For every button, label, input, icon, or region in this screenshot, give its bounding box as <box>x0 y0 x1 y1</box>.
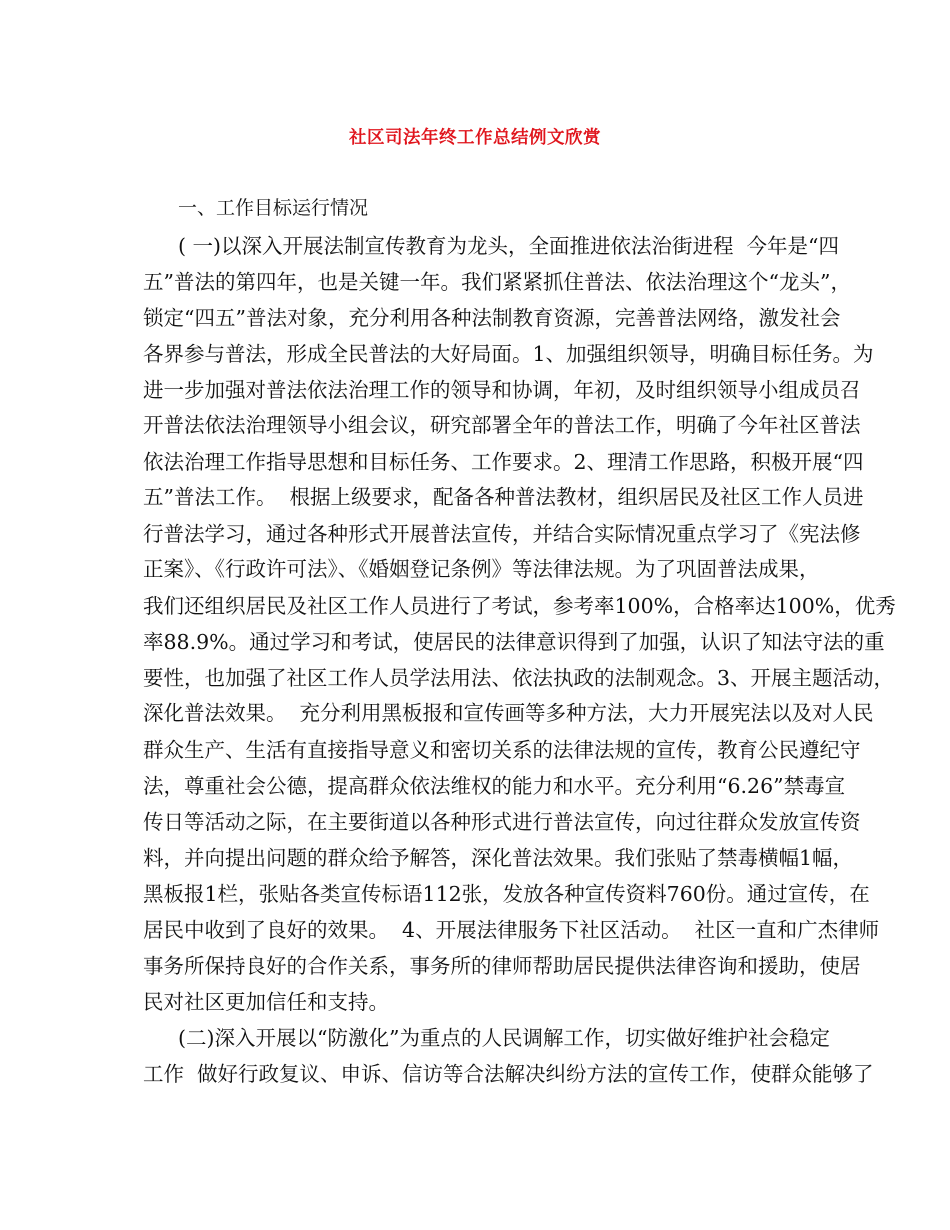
paragraph-line: 我们还组织居民及社区工作人员进行了考试，参考率100%，合格率达100%，优秀 <box>143 594 896 618</box>
paragraph-line: 率88.9%。通过学习和考试，使居民的法律意识得到了加强，认识了知法守法的重 <box>143 630 885 654</box>
paragraph-line: 居民中收到了良好的效果。 4、开展法律服务下社区活动。 社区一直和广杰律师 <box>143 918 880 942</box>
paragraph-line: 深化普法效果。 充分利用黑板报和宣传画等多种方法，大力开展宪法以及对人民 <box>143 701 874 725</box>
paragraph-line: 群众生产、生活有直接指导意义和密切关系的法律法规的宣传，教育公民遵纪守 <box>143 738 861 762</box>
paragraph-line: 要性，也加强了社区工作人员学法用法、依法执政的法制观念。3、开展主题活动， <box>143 666 895 690</box>
paragraph-line: (二)深入开展以“防激化”为重点的人民调解工作，切实做好维护社会稳定 <box>178 1026 830 1050</box>
section-heading: 一、工作目标运行情况 <box>178 197 369 219</box>
paragraph-line: 行普法学习，通过各种形式开展普法宣传，并结合实际情况重点学习了《宪法修 <box>143 522 861 546</box>
paragraph-line: 依法治理工作指导思想和目标任务、工作要求。2、理清工作思路，积极开展“四 <box>143 450 864 474</box>
paragraph-line: 五”普法的第四年，也是关键一年。我们紧紧抓住普法、依法治理这个“龙头”， <box>143 270 851 294</box>
paragraph-line: ( 一)以深入开展法制宣传教育为龙头，全面推进依法治街进程 今年是“四 <box>178 234 840 258</box>
paragraph-line: 工作 做好行政复议、申诉、信访等合法解决纠纷方法的宣传工作，使群众能够了 <box>143 1062 874 1086</box>
paragraph-line: 法，尊重社会公德，提高群众依法维权的能力和水平。充分利用“6.26”禁毒宣 <box>143 774 846 798</box>
paragraph-line: 五”普法工作。 根据上级要求，配备各种普法教材，组织居民及社区工作人员进 <box>143 485 864 509</box>
paragraph-line: 民对社区更加信任和支持。 <box>143 990 389 1014</box>
paragraph-line: 锁定“四五”普法对象，充分利用各种法制教育资源，完善普法网络，激发社会 <box>143 306 841 330</box>
paragraph-line: 各界参与普法，形成全民普法的大好局面。1、加强组织领导，明确目标任务。为 <box>143 342 874 366</box>
paragraph-line: 进一步加强对普法依法治理工作的领导和协调，年初，及时组织领导小组成员召 <box>143 378 861 402</box>
paragraph-line: 料，并向提出问题的群众给予解答，深化普法效果。我们张贴了禁毒横幅1幅， <box>143 846 854 870</box>
paragraph-line: 事务所保持良好的合作关系，事务所的律师帮助居民提供法律咨询和援助，使居 <box>143 954 861 978</box>
paragraph-line: 开普法依法治理领导小组会议，研究部署全年的普法工作，明确了今年社区普法 <box>143 413 861 437</box>
paragraph-line: 黑板报1栏，张贴各类宣传标语112张，发放各种宣传资料760份。通过宣传，在 <box>143 882 870 906</box>
document-title: 社区司法年终工作总结例文欣赏 <box>349 128 601 148</box>
paragraph-line: 正案》、《行政许可法》、《婚姻登记条例》等法律法规。为了巩固普法成果， <box>143 557 820 581</box>
paragraph-line: 传日等活动之际，在主要街道以各种形式进行普法宣传，向过往群众发放宣传资 <box>143 810 861 834</box>
